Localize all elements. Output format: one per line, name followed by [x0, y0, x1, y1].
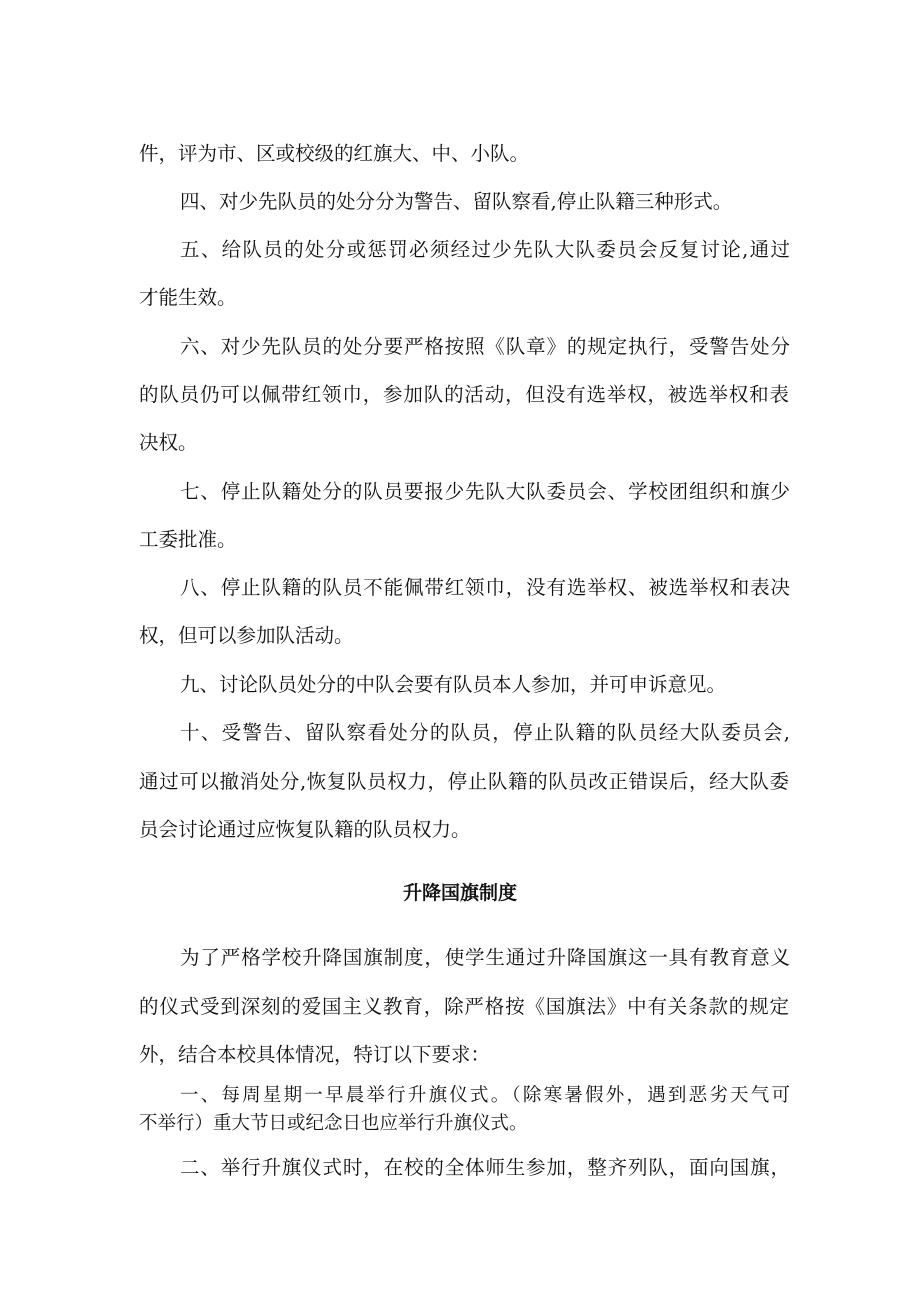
- paragraph-line: 件，评为市、区或校级的红旗大、中、小队。: [139, 142, 530, 165]
- paragraph-line: 一、每周星期一早晨举行升旗仪式。（除寒暑假外，遇到恶劣天气可: [180, 1085, 790, 1106]
- paragraph-line: 决权。: [139, 431, 198, 454]
- paragraph-line: 员会讨论通过应恢复队籍的队员权力。: [139, 818, 471, 841]
- paragraph-line: 五、给队员的处分或惩罚必须经过少先队大队委员会反复讨论,通过: [180, 238, 790, 261]
- paragraph-line: 才能生效。: [139, 286, 237, 309]
- paragraph-line: 权，但可以参加队活动。: [139, 624, 354, 647]
- paragraph-line: 为了严格学校升降国旗制度，使学生通过升降国旗这一具有教育意义: [180, 946, 790, 969]
- paragraph-line: 外，结合本校具体情况，特订以下要求：: [139, 1043, 491, 1066]
- paragraph-line: 九、讨论队员处分的中队会要有队员本人参加，并可申诉意见。: [180, 673, 727, 696]
- paragraph-line: 的仪式受到深刻的爱国主义教育，除严格按《国旗法》中有关条款的规定: [139, 995, 789, 1018]
- paragraph-line: 八、停止队籍的队员不能佩带红领巾，没有选举权、被选举权和表决: [180, 576, 790, 599]
- paragraph-line: 四、对少先队员的处分分为警告、留队察看,停止队籍三种形式。: [180, 190, 733, 213]
- section-title: 升降国旗制度: [402, 882, 517, 904]
- paragraph-line: 二、举行升旗仪式时，在校的全体师生参加，整齐列队，面向国旗，: [180, 1156, 790, 1179]
- paragraph-line: 通过可以撤消处分,恢复队员权力，停止队籍的队员改正错误后，经大队委: [139, 770, 789, 793]
- paragraph-line: 工委批准。: [139, 528, 237, 551]
- paragraph-line: 不举行）重大节日或纪念日也应举行升旗仪式。: [139, 1113, 528, 1134]
- paragraph-line: 六、对少先队员的处分要严格按照《队章》的规定执行，受警告处分: [180, 335, 790, 358]
- paragraph-line: 的队员仍可以佩带红领巾，参加队的活动，但没有选举权，被选举权和表: [139, 383, 789, 406]
- paragraph-line: 十、受警告、留队察看处分的队员，停止队籍的队员经大队委员会,: [180, 721, 790, 744]
- paragraph-line: 七、停止队籍处分的队员要报少先队大队委员会、学校团组织和旗少: [180, 480, 790, 503]
